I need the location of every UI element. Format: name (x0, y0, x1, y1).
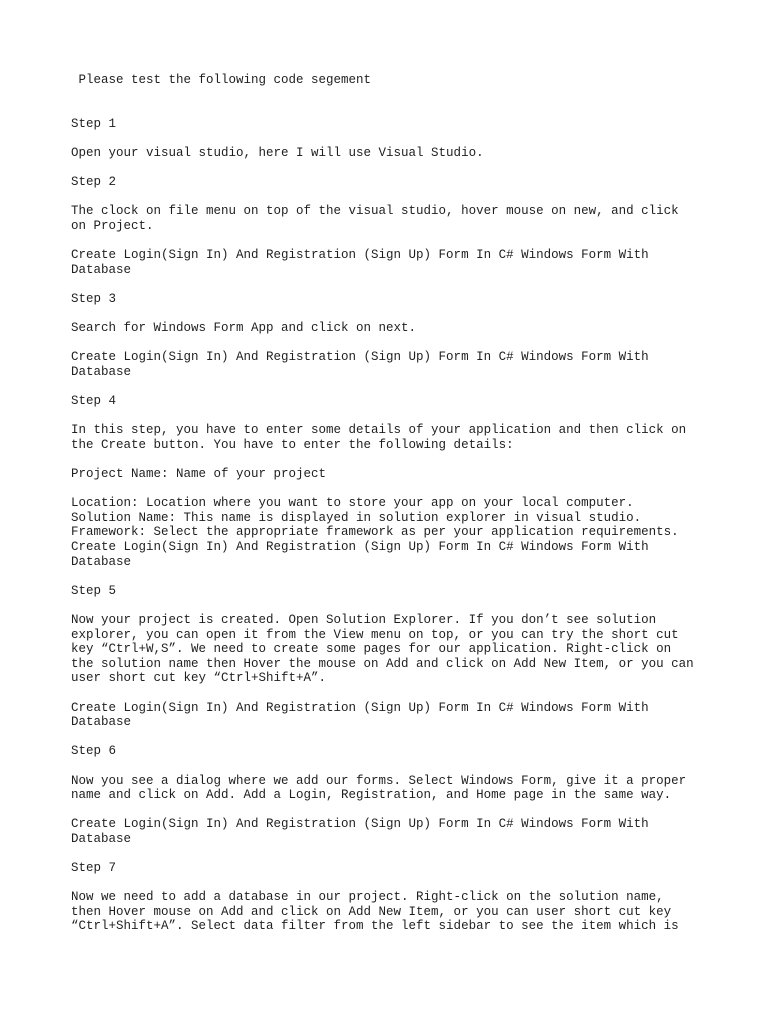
document-line (71, 452, 711, 467)
document-line: Now you see a dialog where we add our forms. Select Windows Form, give it a proper (71, 773, 687, 788)
document-line: Project Name: Name of your project (71, 467, 327, 482)
document-line: the Create button. You have to enter the following details: (71, 437, 514, 452)
document-line: Step 3 (71, 291, 117, 306)
document-line: Database (71, 715, 132, 730)
document-line (71, 102, 711, 117)
document-line (71, 307, 711, 322)
document-line: on Project. (71, 218, 154, 233)
document-line (71, 379, 711, 394)
document-line: Step 4 (71, 394, 117, 409)
document-line (71, 730, 711, 745)
document-line: In this step, you have to enter some details of your application and then click on (71, 423, 687, 438)
document-line (71, 569, 711, 584)
document-line (71, 88, 711, 103)
document-line (71, 336, 711, 351)
document-line: Create Login(Sign In) And Registration (Sign Up) Form In C# Windows Form With (71, 350, 649, 365)
document-line: The clock on file menu on top of the visual studio, hover mouse on new, and click (71, 204, 679, 219)
document-line: then Hover mouse on Add and click on Add New Item, or you can user short cut key (71, 904, 672, 919)
document-line (71, 190, 711, 205)
document-line: name and click on Add. Add a Login, Registration, and Home page in the same way. (71, 788, 672, 803)
document-line: Step 7 (71, 861, 117, 876)
document-line: key “Ctrl+W,S”. We need to create some pages for our application. Right-click on (71, 642, 672, 657)
document-line: Now your project is created. Open Solution Explorer. If you don’t see solution (71, 612, 657, 627)
document-line: Create Login(Sign In) And Registration (Sign Up) Form In C# Windows Form With (71, 540, 649, 554)
document-line: Step 2 (71, 175, 117, 190)
document-line: Now we need to add a database in our project. Right-click on the solution name, (71, 890, 664, 905)
document-line: Create Login(Sign In) And Registration (Sign Up) Form In C# Windows Form With (71, 817, 649, 832)
document-line: Location: Location where you want to store your app on your local computer. (71, 496, 634, 511)
document-line: explorer, you can open it from the View menu on top, or you can try the short cut (71, 627, 679, 642)
document-line (71, 846, 711, 861)
document-line: Database (71, 364, 132, 379)
document-line (71, 161, 711, 176)
document-line: Open your visual studio, here I will use Visual Studio. (71, 145, 484, 160)
document-line: Framework: Select the appropriate framework as per your application requirements. (71, 525, 679, 540)
document-line: Database (71, 554, 132, 569)
document-line: Solution Name: This name is displayed in solution explorer in visual studio. (71, 510, 642, 525)
document-line: user short cut key “Ctrl+Shift+A”. (71, 671, 327, 686)
document-line (71, 686, 711, 701)
document-line (71, 409, 711, 424)
document-line: the solution name then Hover the mouse on Add and click on Add New Item, or you can (71, 656, 694, 671)
document-line (71, 803, 711, 818)
document-line (71, 234, 711, 249)
document-line (71, 131, 711, 146)
document-line: Database (71, 831, 132, 846)
document-line: Step 1 (71, 116, 117, 131)
document-line: “Ctrl+Shift+A”. Select data filter from the left sidebar to see the item which is (71, 919, 679, 934)
document-line (71, 598, 711, 613)
document-line (71, 482, 711, 497)
document-line: Database (71, 262, 132, 277)
document-line: Create Login(Sign In) And Registration (Sign Up) Form In C# Windows Form With (71, 248, 649, 263)
document-line: Create Login(Sign In) And Registration (Sign Up) Form In C# Windows Form With (71, 700, 649, 715)
document-line (71, 876, 711, 891)
document-text (71, 73, 711, 934)
document-line: Search for Windows Form App and click on next. (71, 321, 417, 336)
document-line: Step 5 (71, 583, 117, 598)
document-line (71, 759, 711, 774)
document-line (71, 277, 711, 292)
document-line: Step 6 (71, 744, 117, 759)
document-line: Please test the following code segement (71, 73, 372, 87)
